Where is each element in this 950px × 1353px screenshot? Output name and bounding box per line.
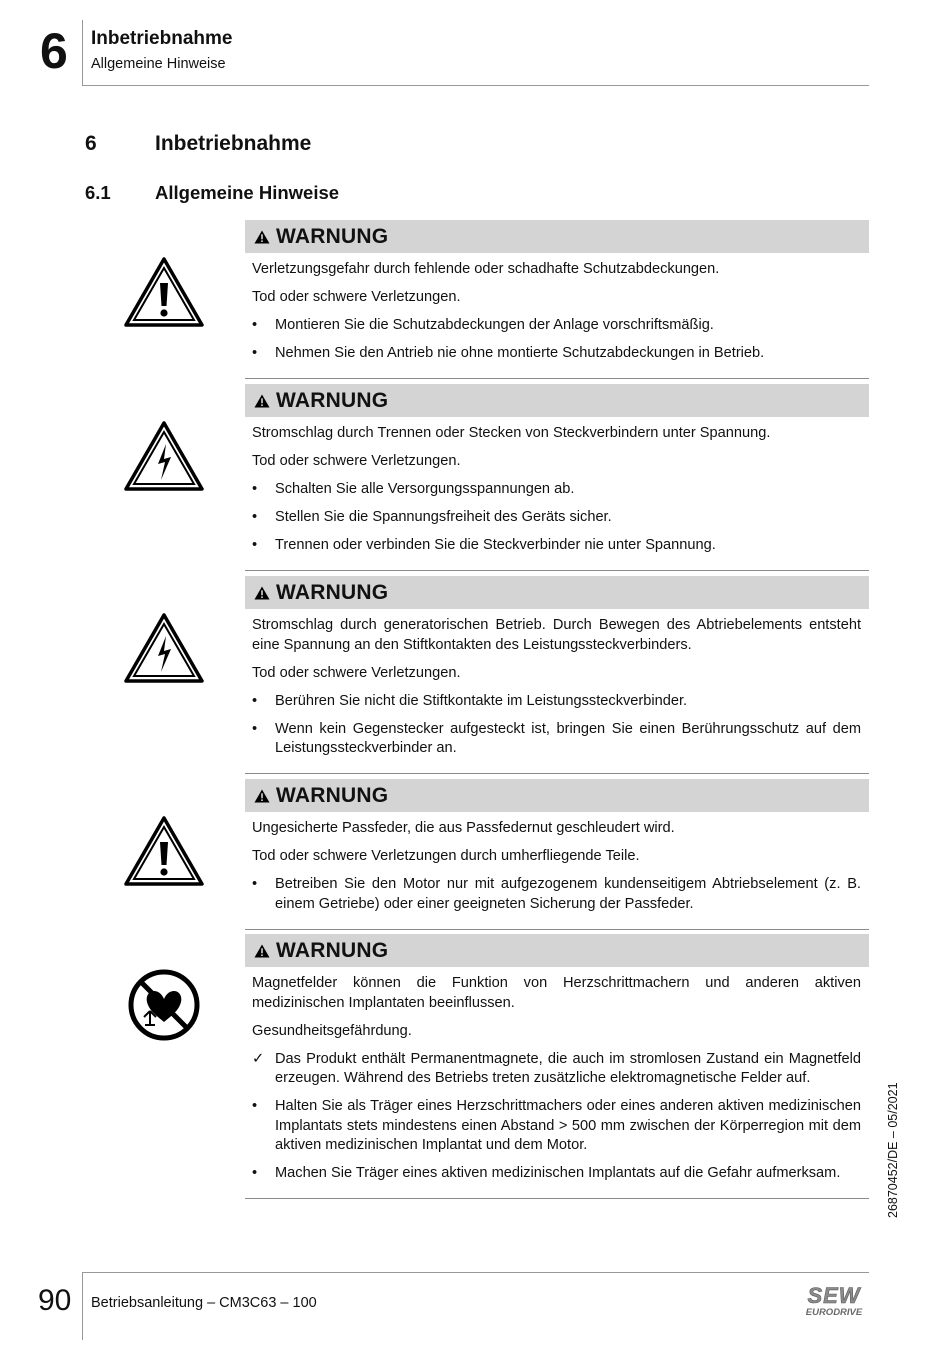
chapter-title: Inbetriebnahme (91, 28, 233, 49)
list-text: Berühren Sie nicht die Stiftkontakte im Leistungssteckverbinder. (275, 692, 688, 709)
warning-triangle-icon (254, 586, 270, 600)
warning-triangle-icon (254, 394, 270, 408)
list-item (252, 344, 861, 364)
electric-shock-icon (123, 612, 205, 684)
warning-consequence: Tod oder schwere Verletzungen. (252, 664, 461, 681)
warning-consequence: Tod oder schwere Verletzungen. (252, 289, 461, 305)
warning-block-4 (245, 779, 869, 930)
list-marker: • (252, 509, 258, 525)
heading-2-number: 6.1 (85, 182, 111, 203)
warning-title: WARNUNG (276, 580, 389, 604)
heading-2-text: Allgemeine Hinweise (155, 182, 340, 203)
warning-title: WARNUNG (276, 783, 389, 807)
list-marker: • (252, 1098, 258, 1114)
warning-cause: Ungesicherte Passfeder, die aus Passfedernut geschleudert wird. (252, 820, 675, 836)
list-marker: • (252, 1165, 258, 1181)
list-text: Betreiben Sie den Motor nur mit aufgezogenem kundenseitigem Abtriebselement (z. B. einem Getriebe) oder einer geeigneten Sicherung der Passfeder. (275, 876, 861, 912)
warning-block-1 (245, 220, 869, 379)
warning-header (245, 934, 869, 967)
warning-block-2 (245, 384, 869, 571)
page-number: 90 (38, 1284, 72, 1317)
list-text: Montieren Sie die Schutzabdeckungen der Anlage vorschriftsmäßig. (275, 317, 714, 333)
warning-block-5 (245, 934, 869, 1199)
heading-1-text: Inbetriebnahme (155, 132, 312, 155)
warning-title: WARNUNG (276, 224, 389, 248)
list-text: Nehmen Sie den Antrieb nie ohne montierte Schutzabdeckungen in Betrieb. (275, 345, 765, 361)
warning-cause: Stromschlag durch generatorischen Betrieb. Durch Bewegen des Abtriebelements entsteht eine Spannung an den Stiftkontakten des Leistungssteckverbinders. (252, 617, 861, 653)
list-item (252, 875, 861, 914)
heading-1-number: 6 (85, 132, 97, 155)
list-item (252, 692, 861, 712)
list-item (252, 316, 861, 336)
warning-consequence: Tod oder schwere Verletzungen durch umherfliegende Teile. (252, 848, 640, 864)
list-text: Schalten Sie alle Versorgungsspannungen ab. (275, 481, 575, 497)
warning-title: WARNUNG (276, 388, 389, 412)
warning-consequence: Gesundheitsgefährdung. (252, 1022, 412, 1039)
list-marker: • (252, 317, 258, 333)
list-marker: • (252, 537, 258, 553)
warning-cause: Magnetfelder können die Funktion von Herzschrittmachern und anderen aktiven medizinischen Implantaten beeinflussen. (252, 975, 861, 1011)
list-item (252, 1097, 861, 1156)
header-rule (82, 85, 869, 86)
list-item (252, 508, 861, 528)
footer-divider (82, 1272, 83, 1340)
electric-shock-icon (123, 420, 205, 492)
sew-eurodrive-logo (798, 1283, 870, 1319)
list-item (252, 720, 861, 759)
section-title: Allgemeine Hinweise (91, 56, 226, 72)
warning-triangle-icon (254, 944, 270, 958)
list-text: Halten Sie als Träger eines Herzschrittmachers oder eines anderen aktiven medizinischen Implantats stets mindestens einen Abstand > 500 mm zwischen der Körperregion mit dem aktiven medizinischen Implantat und dem Motor. (275, 1098, 861, 1153)
warning-header (245, 779, 869, 812)
warning-block-3 (245, 576, 869, 774)
chapter-number: 6 (40, 23, 68, 79)
list-marker: • (252, 692, 258, 709)
list-item (252, 480, 861, 500)
warning-cause: Verletzungsgefahr durch fehlende oder schadhafte Schutzabdeckungen. (252, 261, 720, 277)
list-item (252, 1050, 861, 1089)
warning-header (245, 576, 869, 609)
list-item (252, 1164, 861, 1184)
general-warning-icon (123, 256, 205, 328)
logo-text-top: SEW (807, 1283, 861, 1308)
warning-cause: Stromschlag durch Trennen oder Stecken von Steckverbindern unter Spannung. (252, 425, 771, 441)
warning-triangle-icon (254, 230, 270, 244)
list-marker: ✓ (252, 1050, 265, 1067)
list-text: Trennen oder verbinden Sie die Steckverbinder nie unter Spannung. (275, 537, 716, 553)
document-code: 26870452/DE – 05/2021 (886, 1082, 900, 1218)
list-marker: • (252, 720, 258, 737)
no-pacemaker-icon (128, 969, 200, 1041)
footer-rule (82, 1272, 869, 1273)
list-item (252, 536, 861, 556)
list-text: Machen Sie Träger eines aktiven medizinischen Implantats auf die Gefahr aufmerksam. (275, 1165, 841, 1181)
warning-header (245, 220, 869, 253)
warning-triangle-icon (254, 789, 270, 803)
list-marker: • (252, 345, 258, 361)
list-text: Das Produkt enthält Permanentmagnete, die auch im stromlosen Zustand ein Magnetfeld erzeugen. Während des Betriebs treten zusätzliche elektromagnetische Felder auf. (275, 1050, 861, 1086)
general-warning-icon (123, 815, 205, 887)
list-text: Stellen Sie die Spannungsfreiheit des Geräts sicher. (275, 509, 612, 525)
warning-header (245, 384, 869, 417)
document-title: Betriebsanleitung – CM3C63 – 100 (91, 1295, 317, 1311)
list-marker: • (252, 481, 258, 497)
warning-consequence: Tod oder schwere Verletzungen. (252, 453, 461, 469)
list-marker: • (252, 876, 258, 892)
logo-text-bottom: EURODRIVE (805, 1307, 863, 1318)
warning-title: WARNUNG (276, 938, 389, 962)
header-divider (82, 20, 83, 86)
list-text: Wenn kein Gegenstecker aufgesteckt ist, bringen Sie einen Berührungsschutz auf dem Leistungssteckverbinder an. (275, 720, 861, 756)
